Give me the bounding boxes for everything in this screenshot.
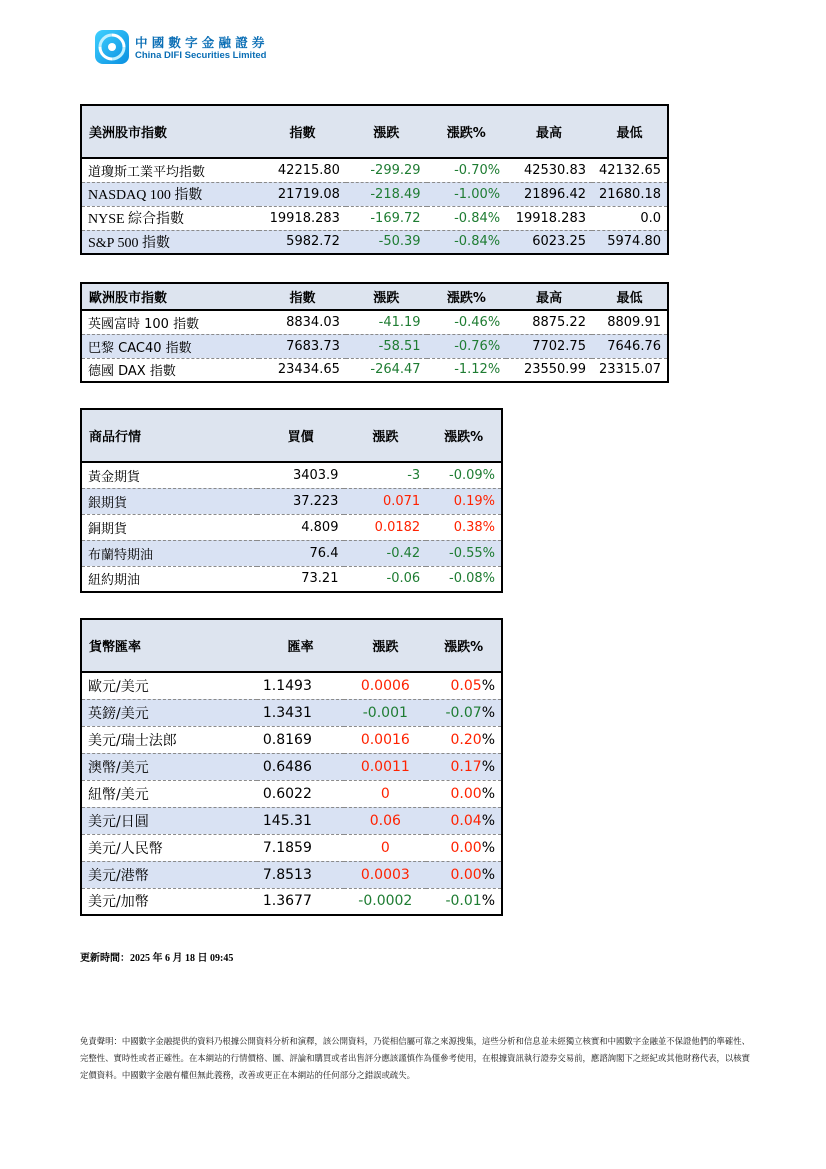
index-name: 道瓊斯工業平均指數 xyxy=(88,164,206,180)
table-row xyxy=(81,888,502,915)
header-cell: 匯率 xyxy=(257,619,345,672)
currency-change-pct: -0.07 xyxy=(445,704,482,721)
index-change: -218.49 xyxy=(346,182,427,206)
currency-rate: 7.8513 xyxy=(257,861,345,888)
header-cell: 漲跌 xyxy=(346,283,427,310)
commodity-price: 76.4 xyxy=(257,540,345,566)
company-logo xyxy=(95,30,315,66)
table-row xyxy=(81,726,502,753)
index-name: NASDAQ 100 指數 xyxy=(81,182,259,206)
currency-pair: 美元/日圓 xyxy=(81,807,257,834)
index-low: 0.0 xyxy=(592,206,668,230)
index-change: -50.39 xyxy=(346,230,427,254)
commodity-name: 銀期貨 xyxy=(81,488,257,514)
eu-indices-table xyxy=(80,282,669,383)
currency-pair: 英鎊/美元 xyxy=(81,699,257,726)
commodities-table xyxy=(80,408,503,593)
currency-change-pct: 0.04 xyxy=(450,812,482,829)
commodity-change-pct: 0.38% xyxy=(426,514,502,540)
index-value: 23434.65 xyxy=(259,358,346,382)
header-cell: 漲跌% xyxy=(426,619,502,672)
percent-sign: % xyxy=(481,677,495,694)
index-high: 8875.22 xyxy=(532,314,586,330)
index-change: -169.72 xyxy=(346,206,427,230)
table-row xyxy=(81,488,502,514)
commodity-price: 4.809 xyxy=(257,514,345,540)
commodity-change-pct: -0.08% xyxy=(426,566,502,592)
currencies-body xyxy=(81,672,502,915)
header-cell: 指數 xyxy=(259,105,346,158)
header-cell: 商品行情 xyxy=(81,409,257,462)
currency-change-pct-cell xyxy=(426,672,502,699)
table-header-row xyxy=(81,105,668,158)
index-low: 5974.80 xyxy=(592,230,668,254)
currency-change-pct: 0.20 xyxy=(450,731,482,748)
currency-change-pct: 0.00 xyxy=(450,866,482,883)
index-change: -264.47 xyxy=(346,358,427,382)
commodity-name: 黃金期貨 xyxy=(88,469,141,485)
table-row xyxy=(81,230,668,254)
disclaimer-text: 免責聲明：中國數字金融提供的資料乃根據公開資料分析和演釋，該公開資料，乃從相信屬可靠之來源搜集，這些分析和信息並未經獨立核實和中國數字金融並不保證他們的準確性、完整性、實時性或者正確性。在本網站的行情價格、圖、評論和購買或者出售評分應該謹慎作為僅參考使用，在根據資訊執行證券交易前，應諮詢閣下之經紀或其他財務代表，以核實定價資料。中國數字金融有權但無此義務，改善或更正在本網站的任何部分之錯誤或疏失。 xyxy=(80,1036,750,1080)
index-change-pct: -0.84% xyxy=(427,230,507,254)
update-time-label: 更新時間： xyxy=(80,953,130,964)
index-high: 19918.283 xyxy=(506,206,592,230)
currency-change-pct: 0.17 xyxy=(450,758,482,775)
currency-change-pct-cell xyxy=(426,753,502,780)
header-cell: 歐洲股市指數 xyxy=(81,283,259,310)
header-cell: 漲跌 xyxy=(344,619,426,672)
index-name: 巴黎 CAC40 指數 xyxy=(81,334,259,358)
currency-change: -0.0002 xyxy=(344,888,426,915)
index-low: 21680.18 xyxy=(592,182,668,206)
index-high: 21896.42 xyxy=(506,182,592,206)
table-header-row xyxy=(81,283,668,310)
table-row xyxy=(81,699,502,726)
commodity-price: 3403.9 xyxy=(292,467,339,483)
percent-sign: % xyxy=(481,731,495,748)
index-high: 6023.25 xyxy=(506,230,592,254)
index-change: -299.29 xyxy=(370,162,421,178)
currency-change: 0.0016 xyxy=(344,726,426,753)
currencies-table xyxy=(80,618,503,916)
table-row xyxy=(81,158,668,182)
table-row xyxy=(81,780,502,807)
currency-change: 0.0011 xyxy=(344,753,426,780)
index-change-pct: -0.76% xyxy=(427,334,507,358)
index-change-pct: -0.46% xyxy=(454,314,501,330)
commodity-change: -3 xyxy=(407,467,421,483)
index-change: -41.19 xyxy=(378,314,421,330)
commodity-name: 銅期貨 xyxy=(81,514,257,540)
commodity-price: 37.223 xyxy=(257,488,345,514)
currency-pair: 美元/加幣 xyxy=(81,888,257,915)
currency-pair: 美元/瑞士法郎 xyxy=(81,726,257,753)
index-change: -58.51 xyxy=(346,334,427,358)
index-name: 德國 DAX 指數 xyxy=(81,358,259,382)
table-row xyxy=(81,206,668,230)
currency-rate: 0.8169 xyxy=(257,726,345,753)
percent-sign: % xyxy=(481,866,495,883)
currency-change: 0.06 xyxy=(344,807,426,834)
header-cell: 漲跌 xyxy=(346,105,427,158)
commodity-change-pct: -0.09% xyxy=(449,467,495,483)
header-cell: 最高 xyxy=(506,283,592,310)
logo-swirl-icon xyxy=(95,30,129,64)
table-row xyxy=(81,514,502,540)
currency-change-pct: 0.05 xyxy=(450,677,482,694)
index-high: 7702.75 xyxy=(506,334,592,358)
currency-change: 0 xyxy=(344,780,426,807)
table-row xyxy=(81,753,502,780)
currency-change-pct-cell xyxy=(426,807,502,834)
currency-pair: 紐幣/美元 xyxy=(81,780,257,807)
commodity-change-pct: -0.55% xyxy=(426,540,502,566)
index-change-pct: -0.70% xyxy=(454,162,501,178)
index-value: 8834.03 xyxy=(286,314,340,330)
index-change-pct: -1.12% xyxy=(427,358,507,382)
commodity-change: 0.0182 xyxy=(344,514,426,540)
currency-rate: 145.31 xyxy=(257,807,345,834)
index-value: 42215.80 xyxy=(277,162,340,178)
logo-name-english: China DIFI Securities Limited xyxy=(135,50,267,61)
percent-sign: % xyxy=(481,758,495,775)
commodity-change: 0.071 xyxy=(344,488,426,514)
table-row xyxy=(81,861,502,888)
header-cell: 貨幣匯率 xyxy=(81,619,257,672)
table-row xyxy=(81,540,502,566)
commodity-change: -0.42 xyxy=(344,540,426,566)
currency-rate: 1.3431 xyxy=(257,699,345,726)
index-name: 英國富時 100 指數 xyxy=(88,316,200,332)
header-cell: 買價 xyxy=(257,409,345,462)
table-row xyxy=(81,807,502,834)
percent-sign: % xyxy=(481,704,495,721)
index-high: 42530.83 xyxy=(523,162,586,178)
header-cell: 最低 xyxy=(592,105,668,158)
currency-change: 0.0003 xyxy=(344,861,426,888)
currency-change-pct-cell xyxy=(426,726,502,753)
currency-change-pct-cell xyxy=(426,699,502,726)
header-cell: 漲跌 xyxy=(344,409,426,462)
currency-change-pct: -0.01 xyxy=(445,893,482,910)
index-value: 21719.08 xyxy=(259,182,346,206)
index-value: 5982.72 xyxy=(259,230,346,254)
percent-sign: % xyxy=(481,785,495,802)
percent-sign: % xyxy=(481,893,495,910)
table-row xyxy=(81,834,502,861)
header-cell: 漲跌% xyxy=(426,409,502,462)
currency-change: -0.001 xyxy=(344,699,426,726)
table-row xyxy=(81,182,668,206)
header-cell: 漲跌% xyxy=(427,283,507,310)
currency-rate: 1.3677 xyxy=(257,888,345,915)
table-row xyxy=(81,462,502,488)
index-low: 42132.65 xyxy=(598,162,661,178)
table-header-row xyxy=(81,409,502,462)
percent-sign: % xyxy=(481,839,495,856)
currency-change-pct-cell xyxy=(426,861,502,888)
update-time-value: 2025 年 6 月 18 日 09:45 xyxy=(130,953,234,964)
index-change-pct: -1.00% xyxy=(427,182,507,206)
header-cell: 漲跌% xyxy=(427,105,507,158)
currency-pair: 美元/港幣 xyxy=(81,861,257,888)
commodity-change-pct: 0.19% xyxy=(426,488,502,514)
currency-change: 0.0006 xyxy=(360,677,410,694)
table-row xyxy=(81,358,668,382)
index-name: NYSE 綜合指數 xyxy=(81,206,259,230)
index-name: S&P 500 指數 xyxy=(81,230,259,254)
index-high: 23550.99 xyxy=(506,358,592,382)
currency-change-pct: 0.00 xyxy=(450,839,482,856)
table-row xyxy=(81,334,668,358)
currency-pair: 澳幣/美元 xyxy=(81,753,257,780)
currency-change: 0 xyxy=(344,834,426,861)
currency-change-pct-cell xyxy=(426,834,502,861)
commodity-name: 紐約期油 xyxy=(81,566,257,592)
index-value: 19918.283 xyxy=(259,206,346,230)
currency-rate: 1.1493 xyxy=(262,677,312,694)
header-cell: 最高 xyxy=(506,105,592,158)
header-cell: 指數 xyxy=(259,283,346,310)
currency-change-pct-cell xyxy=(426,780,502,807)
currency-change-pct: 0.00 xyxy=(450,785,482,802)
currency-change-pct-cell xyxy=(426,888,502,915)
update-time xyxy=(80,949,233,964)
percent-sign: % xyxy=(481,812,495,829)
table-header-row xyxy=(81,619,502,672)
currency-rate: 7.1859 xyxy=(257,834,345,861)
index-low: 8809.91 xyxy=(607,314,661,330)
currency-rate: 0.6486 xyxy=(257,753,345,780)
table-row xyxy=(81,672,502,699)
currency-pair: 美元/人民幣 xyxy=(81,834,257,861)
header-cell: 最低 xyxy=(592,283,668,310)
index-low: 23315.07 xyxy=(592,358,668,382)
currency-rate: 0.6022 xyxy=(257,780,345,807)
us-indices-table xyxy=(80,104,669,255)
commodity-change: -0.06 xyxy=(344,566,426,592)
header-cell: 美洲股市指數 xyxy=(81,105,259,158)
index-low: 7646.76 xyxy=(592,334,668,358)
commodity-name: 布蘭特期油 xyxy=(81,540,257,566)
table-row xyxy=(81,310,668,334)
index-change-pct: -0.84% xyxy=(427,206,507,230)
commodity-price: 73.21 xyxy=(257,566,345,592)
table-row xyxy=(81,566,502,592)
logo-name-chinese: 中國數字金融證券 xyxy=(135,35,269,50)
index-value: 7683.73 xyxy=(259,334,346,358)
currency-pair: 歐元/美元 xyxy=(88,678,149,695)
